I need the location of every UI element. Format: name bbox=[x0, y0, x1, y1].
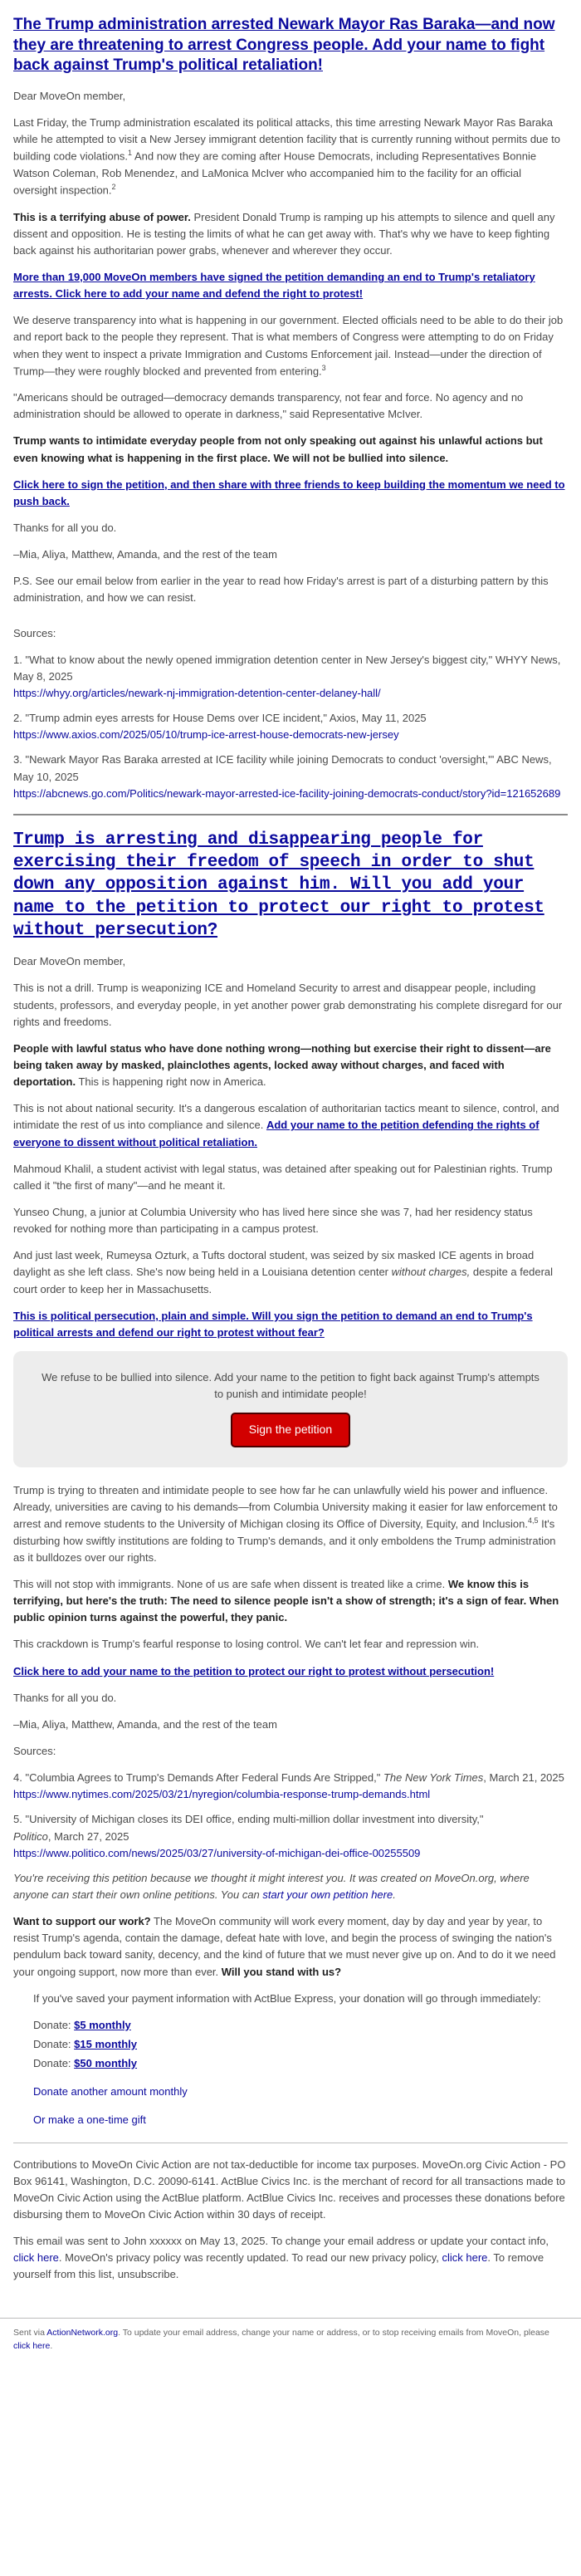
paragraph-abuse: This is a terrifying abuse of power. President Donald Trump is ramping up his attempts to silence and quell any dissent and opposition. He is testing the limits of what he can get away with. That's why we have to keep fighting back against his authoritarian power grabs, whenever and wherever they occur. bbox=[13, 210, 555, 257]
source-link[interactable]: https://www.axios.com/2025/05/10/trump-ice-arrest-house-democrats-new-jersey bbox=[13, 728, 399, 742]
paragraph-drill: This is not a drill. Trump is weaponizing ICE and Homeland Security to arrest and disappear people, including students, professors, and everyday people, in yet another power grab demonstrating his complete disregard for our rights and freedoms. bbox=[13, 982, 563, 1028]
paragraph-not-stop: This will not stop with immigrants. None of us are safe when dissent is treated like a crime. We know this is terrifying, but here's the truth: The need to silence people isn't a show of strength; it's a sign of fear. When public opinion turns against the powerful, they panic. bbox=[13, 1577, 559, 1624]
petition-link-19000[interactable]: More than 19,000 MoveOn members have signed the petition demanding an end to Trump's retaliatory arrests. Click here to add your name and defend the right to protest! bbox=[13, 270, 535, 301]
receiving-notice: You're receiving this petition because we thought it might interest you. It was created on MoveOn.org, where anyone can start their own online petitions. You can start your own petition here. bbox=[13, 1871, 530, 1901]
thanks-text: Thanks for all you do. bbox=[13, 522, 117, 534]
headline-baraka-link[interactable]: The Trump administration arrested Newark Mayor Ras Baraka—and now they are threatening to arrest Congress people. Add your name to fight back against Trump's political retaliation! bbox=[13, 16, 555, 75]
callout-text: We refuse to be bullied into silence. Add your name to the petition to fight back against Trump's attempts to punish and intimidate people! bbox=[42, 1370, 540, 1401]
paragraph-universities: Trump is trying to threaten and intimidate people to see how far he can unlawfully wield his power and influence. Already, universities are caving to his demands—from Columbia University making it easier for law enforcement to arrest and remove students to the University of Michigan closing its Office of Diversity, Equity, and Inclusion.$^{4,5}$ It's disturbing how swiftly institutions are folding to Trump's demands, and it only emboldens the Trump administration as it bulldozes over our rights. bbox=[13, 1483, 558, 1564]
petition-link-dissent[interactable]: Add your name to the petition defending the rights of everyone to dissent without political retaliation. bbox=[13, 1119, 540, 1148]
source-item: 1. "What to know about the newly opened immigration detention center in New Jersey's biggest city," WHYY News, May 8, 2025 https://whyy.org/articles/newark-nj-immigration-detention-center-delaney-hall/ bbox=[13, 653, 561, 699]
contributions-disclaimer: Contributions to MoveOn Civic Action are not tax-deductible for income tax purposes. MoveOn.org Civic Action - PO Box 96141, Washington, D.C. 20090-6141. ActBlue Civics Inc. is the merchant of record for all transactions made to MoveOn Civic Action using the ActBlue platform. ActBlue Civics Inc. receives and processes these donations before disbursing them to MoveOn Civic Action within 30 days of receipt. bbox=[13, 2157, 566, 2221]
actionnetwork-link[interactable]: ActionNetwork.org bbox=[46, 2328, 119, 2338]
source-link[interactable]: https://whyy.org/articles/newark-nj-immigration-detention-center-delaney-hall/ bbox=[13, 686, 381, 699]
source-link[interactable]: https://www.nytimes.com/2025/03/21/nyregion/columbia-response-trump-demands.html bbox=[13, 1788, 431, 1801]
headline-persecution-link[interactable]: Trump is arresting and disappearing people for exercising their freedom of speech in order to shut down any opposition against him. Will you add your name to the petition to protect our right to protest without persecution? bbox=[13, 830, 544, 941]
paragraph-intimidate: Trump wants to intimidate everyday people from not only speaking out against his unlawful actions but even knowing what is happening in the first place. We will not be bullied into silence. bbox=[13, 434, 543, 464]
support-paragraph: Want to support our work? The MoveOn community will work every moment, day by day and year by year, to resist Trump's agenda, contain the damage, defeat hate with love, and begin the process of swinging the nation's pendulum back toward sanity, decency, and the kind of future that we must never give up on. And to do it we need your ongoing support, now more than ever. Will you stand with us? bbox=[13, 1915, 556, 1978]
source-link[interactable]: https://abcnews.go.com/Politics/newark-mayor-arrested-ice-facility-joining-democrats-conduct/story?id=121652689 bbox=[13, 786, 561, 800]
paragraph-transparency: We deserve transparency into what is happening in our government. Elected officials need to be able to do their job and report back to the people they represent. That is what members of Congress were attempting to do on Friday when they went to inspect a private Immigration and Customs Enforcement jail. Instead—under the direction of Trump—they were roughly blocked and prevented from entering.$^3$ bbox=[13, 314, 564, 378]
ps-text: P.S. See our email below from earlier in the year to read how Friday's arrest is part of a disturbing pattern by this administration, and how we can resist. bbox=[13, 575, 549, 605]
petition-link-persecution[interactable]: This is political persecution, plain and simple. Will you sign the petition to demand an end to Trump's political arrests and defend our right to protest without fear? bbox=[13, 1309, 533, 1339]
petition-link-share[interactable]: Click here to sign the petition, and then share with three friends to keep building the momentum we need to push back. bbox=[13, 477, 565, 507]
sources-label: Sources: bbox=[13, 1744, 56, 1757]
paragraph-ozturk: And just last week, Rumeysa Ozturk, a Tufts doctoral student, was seized by six masked ICE agents in broad daylight as she left class. She's now being held in a Louisiana detention center without charges, despite a federal court order to keep her in Massachusetts. bbox=[13, 1249, 554, 1295]
privacy-policy-link[interactable]: click here bbox=[442, 2251, 488, 2265]
paragraph-national-security: This is not about national security. It's a dangerous escalation of authoritarian tactics meant to silence, control, and intimidate the rest of us into compliance and silence. Add your name to the petition defending the rights of everyone to dissent without political retaliation. bbox=[13, 1102, 559, 1148]
sources-list bbox=[13, 652, 568, 802]
signoff-text: –Mia, Aliya, Matthew, Amanda, and the rest of the team bbox=[13, 548, 277, 561]
donate-row: Donate: $5 monthly bbox=[33, 2018, 131, 2031]
actblue-text: If you've saved your payment information with ActBlue Express, your donation will go through immediately: bbox=[33, 1991, 541, 2005]
donate-15-monthly-link[interactable]: $15 monthly bbox=[74, 2037, 138, 2050]
start-petition-link[interactable]: start your own petition here bbox=[262, 1888, 393, 1901]
source-link[interactable]: https://www.politico.com/news/2025/03/27/university-of-michigan-dei-office-00255509 bbox=[13, 1846, 421, 1859]
source-item: 3. "Newark Mayor Ras Baraka arrested at ICE facility while joining Democrats to conduct 'oversight,'" ABC News, May 10, 2025 https://abcnews.go.com/Politics/newark-mayor-arrested-ice-facility-joining-democrats-conduct/story?id=121652689 bbox=[13, 753, 561, 800]
donate-section bbox=[13, 1991, 568, 2129]
source-item: 2. "Trump admin eyes arrests for House Dems over ICE incident," Axios, May 11, 2025 https://www.axios.com/2025/05/10/trump-ice-arrest-house-democrats-new-jersey bbox=[13, 712, 427, 742]
petition-link-protest[interactable]: Click here to add your name to the petition to protect our right to protest without persecution! bbox=[13, 1664, 495, 1677]
update-contact-link[interactable]: click here bbox=[13, 2251, 59, 2265]
greeting: Dear MoveOn member, bbox=[13, 955, 126, 968]
one-time-gift-link[interactable]: Or make a one-time gift bbox=[33, 2113, 146, 2127]
source-item: 4. "Columbia Agrees to Trump's Demands After Federal Funds Are Stripped," The New York Times, March 21, 2025 https://www.nytimes.com/2025/03/21/nyregion/columbia-response-trump-demands.html bbox=[13, 1771, 564, 1801]
donate-50-monthly-link[interactable]: $50 monthly bbox=[74, 2057, 138, 2070]
donate-row: Donate: $50 monthly bbox=[33, 2057, 138, 2070]
donate-5-monthly-link[interactable]: $5 monthly bbox=[74, 2018, 131, 2031]
paragraph-lawful-status: People with lawful status who have done nothing wrong—nothing but exercise their right to dissent—are being taken away by masked, plainclothes agents, locked away without charges, and faced with deportation. This is happening right now in America. bbox=[13, 1041, 551, 1089]
source-item: 5. "University of Michigan closes its DEI office, ending multi-million dollar investment into diversity," Politico, March 27, 2025 https://www.politico.com/news/2025/03/27/university-of-michigan-dei-office-00255509 bbox=[13, 1813, 484, 1859]
signoff-text: –Mia, Aliya, Matthew, Amanda, and the rest of the team bbox=[13, 1717, 277, 1731]
petition-callout-box bbox=[13, 1351, 568, 1467]
sent-to-notice: This email was sent to John xxxxxx on May 13, 2025. To change your email address or update your contact info, click here. MoveOn's privacy policy was recently updated. To read our new privacy policy, click here. To remove yourself from this list, unsubscribe. bbox=[13, 2235, 549, 2281]
email-divider bbox=[13, 814, 568, 815]
donate-other-link[interactable]: Donate another amount monthly bbox=[33, 2085, 188, 2099]
paragraph-arrest: Last Friday, the Trump administration escalated its political attacks, this time arresting Newark Mayor Ras Baraka while he attempted to visit a New Jersey immigrant detention facility that is currently running without permits due to building code violations.$^1$ And now they are coming after House Democrats, including Representatives Bonnie Watson Coleman, Rob Menendez, and LaMonica McIver who accompanied him to the facility for an official oversight inspection.$^2$ bbox=[13, 116, 560, 197]
paragraph-chung: Yunseo Chung, a junior at Columbia University who has lived here since she was 7, had her residency status revoked for nothing more than participating in a campus protest. bbox=[13, 1206, 533, 1236]
footer: Sent via ActionNetwork.org. To update your email address, change your name or address, or to stop receiving emails from MoveOn, please click here. bbox=[0, 2318, 581, 2363]
donate-row: Donate: $15 monthly bbox=[33, 2037, 138, 2050]
sources-list bbox=[13, 1770, 568, 1862]
quote-mciver: "Americans should be outraged—democracy demands transparency, not fear and force. No agency and no administration should be allowed to operate in darkness," said Representative McIver. bbox=[13, 391, 524, 421]
thanks-text: Thanks for all you do. bbox=[13, 1691, 117, 1704]
unsubscribe-link[interactable]: click here bbox=[13, 2341, 51, 2352]
greeting: Dear MoveOn member, bbox=[13, 90, 126, 103]
paragraph-khalil: Mahmoud Khalil, a student activist with legal status, was detained after speaking out for Palestinian rights. Trump called it "the first of many"—and he meant it. bbox=[13, 1162, 553, 1192]
sign-petition-button[interactable]: Sign the petition bbox=[231, 1413, 350, 1447]
sources-label: Sources: bbox=[13, 626, 56, 639]
paragraph-crackdown: This crackdown is Trump's fearful response to losing control. We can't let fear and repression win. bbox=[13, 1638, 480, 1651]
